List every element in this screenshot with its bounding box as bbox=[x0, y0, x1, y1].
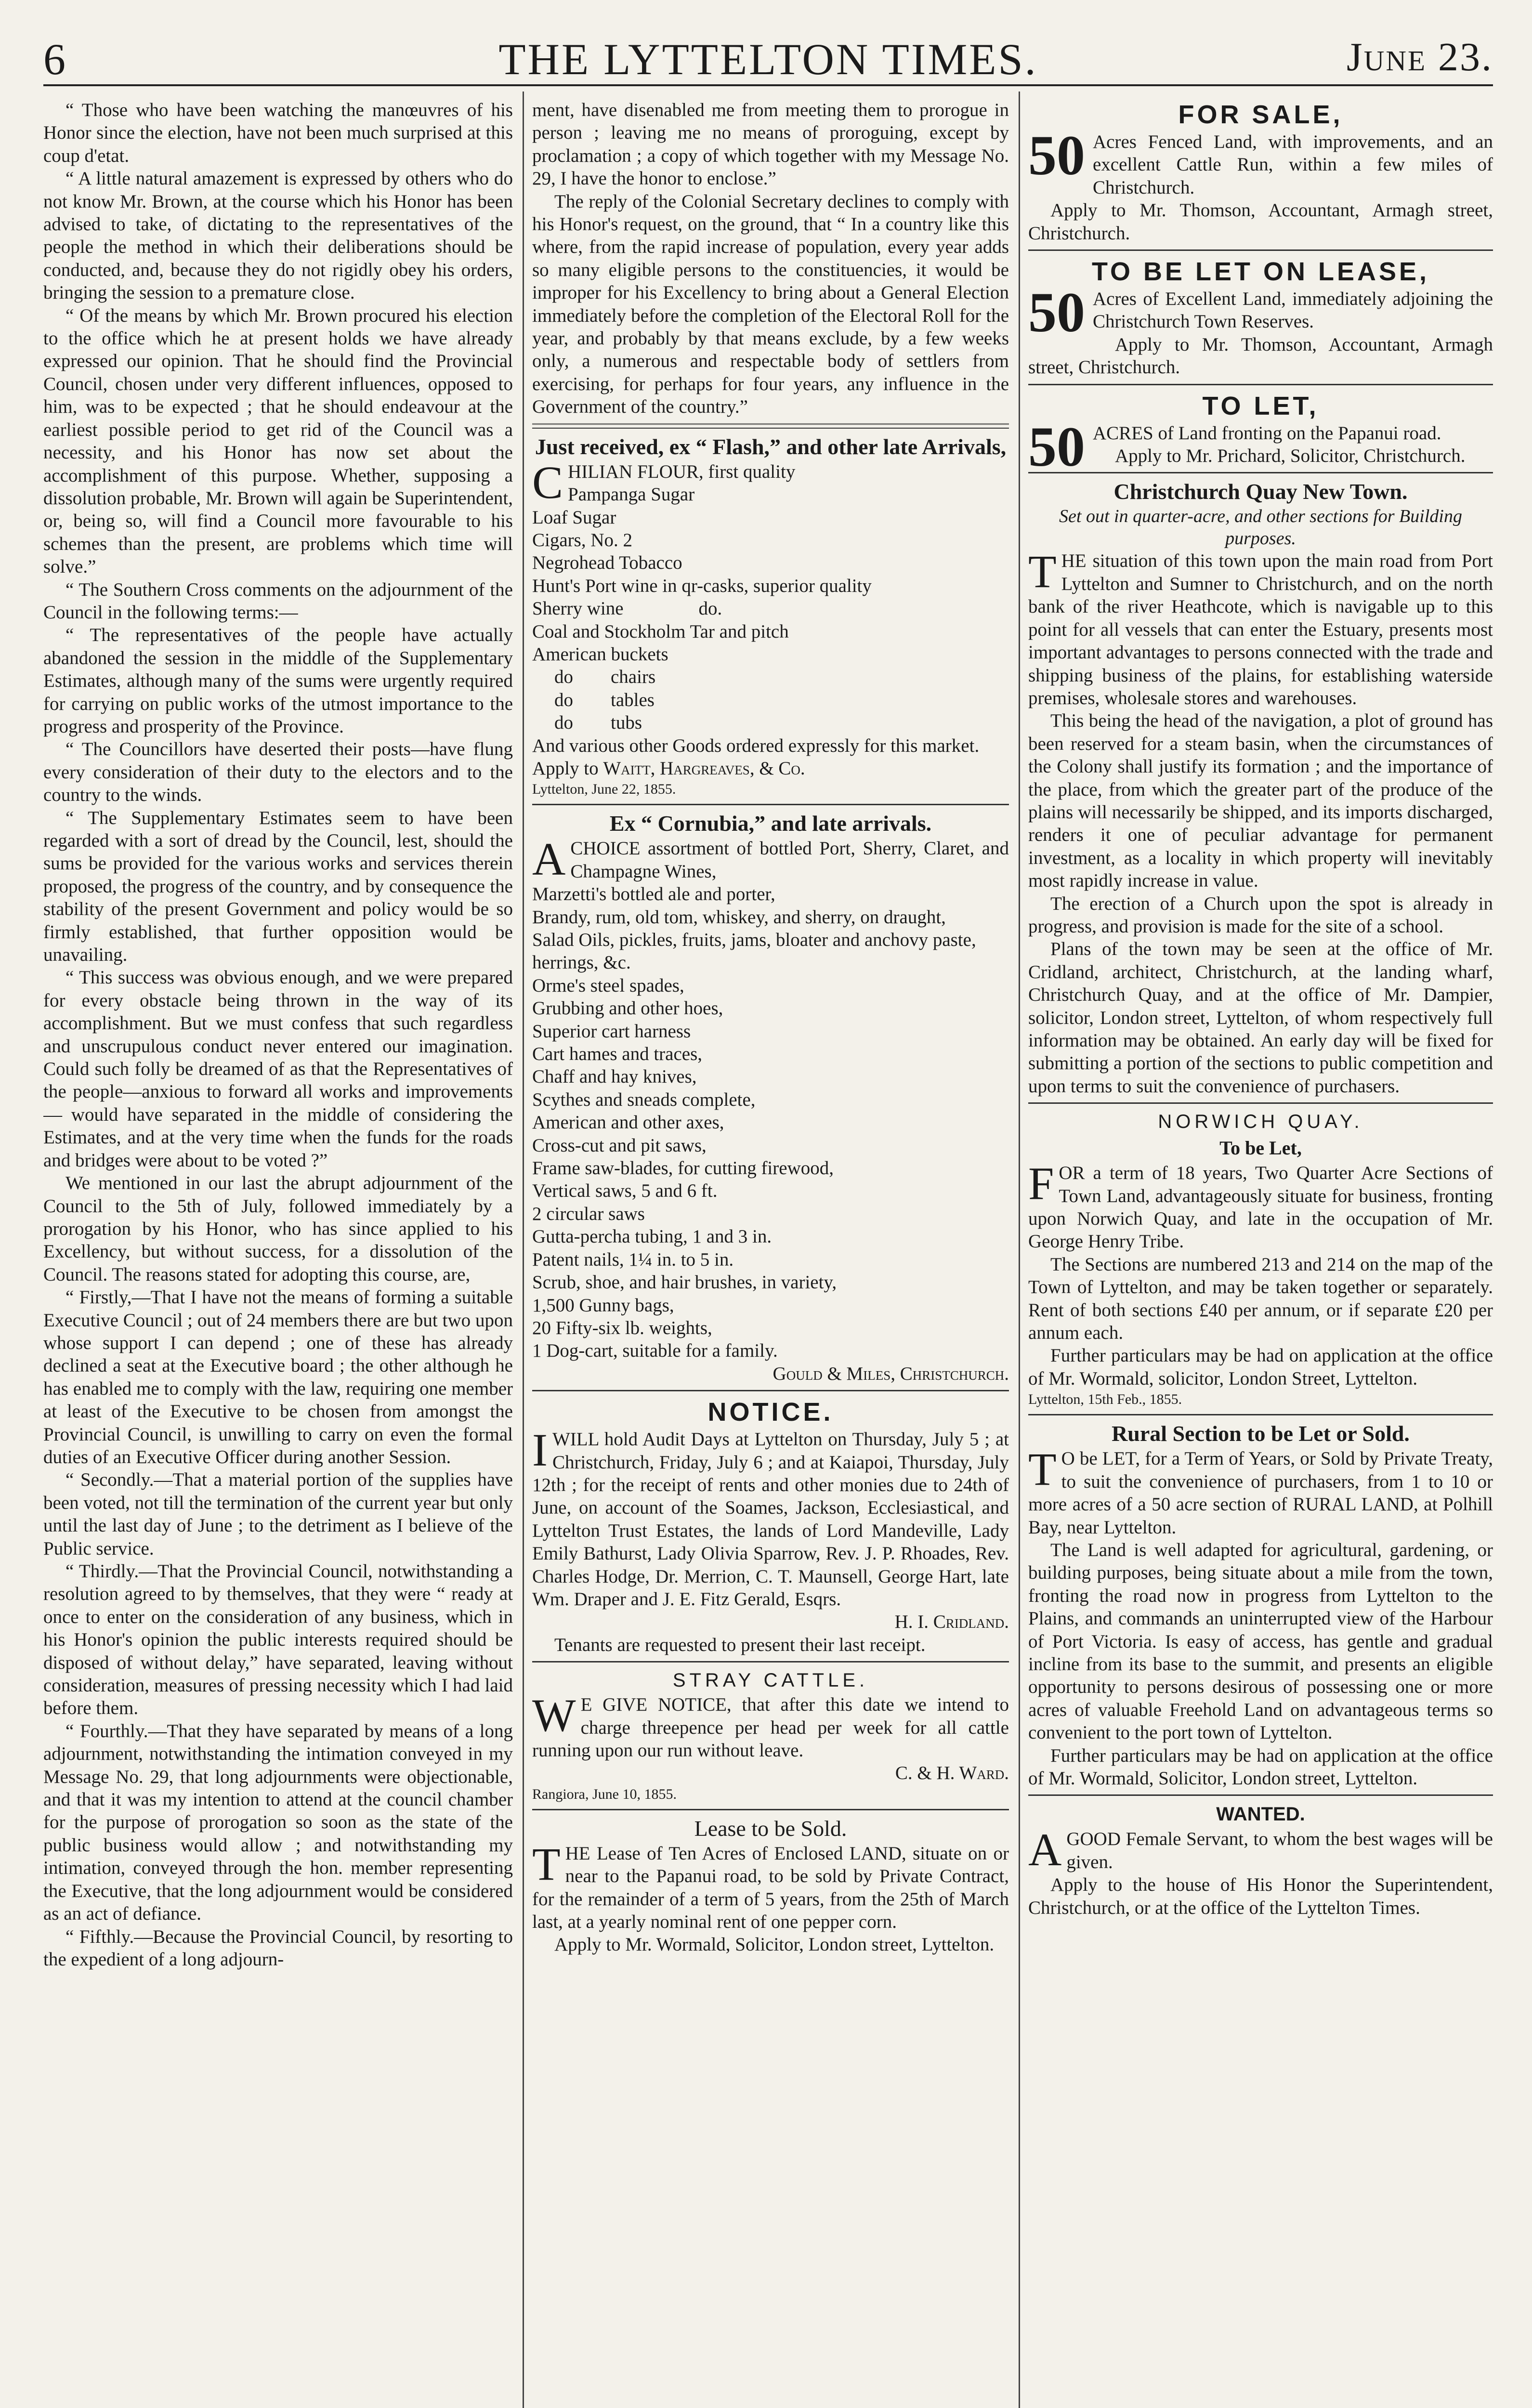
paragraph: “ The Southern Cross comments on the adjournment of the Council in the following terms:— bbox=[43, 579, 513, 623]
ad-norwich-quay bbox=[1028, 1109, 1493, 1409]
list-item: And various other Goods ordered expressly for this market. bbox=[532, 735, 980, 756]
paragraph: ment, have disenabled me from meeting them to prorogue in person ; leaving me no means of proroguing, except by proclamation ; a copy of which together with my Message No. 29, I have the honor to enclose.” bbox=[532, 100, 1009, 189]
masthead-rule bbox=[43, 84, 1493, 86]
ad-divider bbox=[532, 1809, 1009, 1810]
ad-apply: Apply to Mr. Wormald, Solicitor, London street, Lyttelton. bbox=[554, 1934, 995, 1955]
list-item: Orme's steel spades, bbox=[532, 975, 684, 996]
list-item: Chaff and hay knives, bbox=[532, 1066, 697, 1087]
ad-rural-section bbox=[1028, 1420, 1493, 1790]
paragraph: “ Those who have been watching the manœuvres of his Honor since the election, have not been much surprised at this coup d'etat. bbox=[43, 100, 513, 166]
paragraph: HE situation of this town upon the main road from Port Lyttelton and Sumner to Christchurch, and on the north bank of the river Heathcote, which is navigable up to this point for all vessels that can enter the Estuary, presents most important advantages to persons connected with the trade and shipping business of the plains, for establishing waterside premises, wholesale stores and warehouses. bbox=[1028, 550, 1493, 708]
ad-stray-cattle bbox=[532, 1667, 1009, 1804]
ad-flash-arrivals bbox=[532, 433, 1009, 799]
paragraph: “ Fourthly.—That they have separated by means of a long adjournment, notwithstanding the intimation conveyed in my Message No. 29, that long adjournments were objectionable, and that it was my intention to attend at the council chamber for the purpose of prorogation so soon as the state of the public business would allow ; and notwithstanding my intimation, conveyed through the hon. member representing the Executive, that the long adjournment would be considered as an act of defiance. bbox=[43, 1720, 513, 1924]
newspaper-title: THE LYTTELTON TIMES. bbox=[498, 35, 1038, 84]
paragraph: The Sections are numbered 213 and 214 on the map of the Town of Lyttelton, and may be taken together or separately. Rent of both sections £40 per annum, or if separate £20 per annum each. bbox=[1028, 1254, 1493, 1344]
ad-lease bbox=[532, 1815, 1009, 1956]
dateline: Lyttelton, June 22, 1855. bbox=[532, 781, 676, 798]
section-divider bbox=[532, 423, 1009, 429]
list-item: Cigars, No. 2 bbox=[532, 529, 632, 550]
ad-signature: C. & H. Ward. bbox=[895, 1763, 1009, 1784]
ad-apply: Apply to Mr. Prichard, Solicitor, Christchurch. bbox=[1115, 445, 1466, 467]
list-item: 2 circular saws bbox=[532, 1203, 645, 1224]
list-item: Loaf Sugar bbox=[532, 507, 616, 528]
ad-for-sale bbox=[1028, 99, 1493, 245]
ad-to-let-lease bbox=[1028, 256, 1493, 379]
issue-date: June 23. bbox=[1347, 35, 1493, 79]
ad-signature: H. I. Cridland. bbox=[894, 1611, 1009, 1633]
paragraph: Further particulars may be had on application at the office of Mr. Wormald, Solicitor, London street, Lyttelton. bbox=[1028, 1745, 1493, 1789]
ad-to-let bbox=[1028, 390, 1493, 478]
list-item: Cross-cut and pit saws, bbox=[532, 1135, 707, 1156]
ad-heading: FOR SALE, bbox=[1178, 100, 1343, 129]
acreage-number: 50 bbox=[1028, 124, 1085, 187]
drop-cap: A bbox=[532, 833, 566, 885]
column-classifieds bbox=[1028, 99, 1493, 2408]
ad-body: Acres Fenced Land, with improvements, and an excellent Cattle Run, within a few miles of Christchurch. bbox=[1093, 131, 1493, 198]
drop-cap: I bbox=[532, 1424, 548, 1476]
drop-cap: F bbox=[1028, 1158, 1054, 1210]
list-item: Negrohead Tobacco bbox=[532, 552, 682, 574]
ad-heading: STRAY CATTLE. bbox=[672, 1670, 869, 1691]
list-item: American buckets bbox=[532, 643, 668, 665]
ad-subheading: Set out in quarter-acre, and other sections for Building purposes. bbox=[1059, 506, 1462, 549]
paragraph: O be LET, for a Term of Years, or Sold by Private Treaty, to suit the convenience of purchasers, from 1 to 10 or more acres of a 50 acre section of RURAL LAND, at Polhill Bay, near Lyttelton. bbox=[1028, 1448, 1493, 1538]
ad-divider bbox=[1028, 1102, 1493, 1104]
list-item: Coal and Stockholm Tar and pitch bbox=[532, 621, 789, 642]
ad-heading: Ex “ Cornubia,” and late arrivals. bbox=[609, 811, 932, 836]
list-item: Vertical saws, 5 and 6 ft. bbox=[532, 1180, 718, 1202]
list-item: Hunt's Port wine in qr-casks, superior quality bbox=[532, 575, 872, 596]
ad-heading: TO LET, bbox=[1202, 391, 1319, 420]
paragraph: “ The Supplementary Estimates seem to have been regarded with a sort of dread by the Council, lest, should the sums be provided for the various works and services therein proposed, the progress of the country, and by consequence the stability of the present Government and policy would be so firmly established, that further opposition would be unavailing. bbox=[43, 807, 513, 966]
drop-cap: T bbox=[1028, 1443, 1057, 1495]
ad-divider bbox=[1028, 1794, 1493, 1796]
ad-wanted bbox=[1028, 1801, 1493, 1919]
column-middle bbox=[532, 99, 1009, 2408]
ad-apply: Apply to Mr. Thomson, Accountant, Armagh street, Christchurch. bbox=[1028, 334, 1493, 378]
list-item: Frame saw-blades, for cutting firewood, bbox=[532, 1158, 834, 1179]
list-item: Marzetti's bottled ale and porter, bbox=[532, 884, 775, 905]
paragraph: “ This success was obvious enough, and we were prepared for every obstacle being thrown in the way of its accomplishment. But we must confess that such regardless and unscrupulous conduct never entered our imagination. Could such folly be dreamed of as that the Representatives of the people—anxious to forward all works and improvements— would have separated in the middle of considering the Estimates, and at the very time when the funds for the roads and bridges were about to be voted ?” bbox=[43, 967, 513, 1171]
ad-first-line: HILIAN FLOUR, first quality bbox=[568, 461, 796, 482]
ad-divider bbox=[1028, 1414, 1493, 1415]
ad-divider bbox=[532, 1661, 1009, 1662]
paragraph: OR a term of 18 years, Two Quarter Acre Sections of Town Land, advantageously situate for business, fronting upon Norwich Quay, and late in the occupation of Mr. George Henry Tribe. bbox=[1028, 1163, 1493, 1252]
ad-apply: Apply to Waitt, Hargreaves, & Co. bbox=[532, 758, 805, 779]
list-item: Sherry wine do. bbox=[532, 598, 722, 619]
list-item: 1,500 Gunny bags, bbox=[532, 1295, 674, 1316]
paragraph: “ The representatives of the people have actually abandoned the session in the middle of the Supplementary Estimates, although many of the sums were urgently required for carrying on public works of the utmost importance to the progress and prosperity of the Province. bbox=[43, 625, 513, 737]
ad-heading: NORWICH QUAY. bbox=[1158, 1111, 1363, 1133]
page-number: 6 bbox=[43, 35, 65, 84]
ad-divider bbox=[1028, 249, 1493, 251]
paragraph: “ The Councillors have deserted their posts—have flung every consideration of their duty to the electors and to the country to the winds. bbox=[43, 739, 513, 806]
ad-heading: Christchurch Quay New Town. bbox=[1113, 479, 1408, 504]
list-item: do tables bbox=[554, 689, 655, 710]
ad-heading: WANTED. bbox=[1216, 1804, 1305, 1825]
list-item: do chairs bbox=[554, 667, 656, 688]
list-item: Patent nails, 1¼ in. to 5 in. bbox=[532, 1249, 734, 1270]
ad-divider bbox=[532, 1390, 1009, 1391]
list-item: Scrub, shoe, and hair brushes, in variety, bbox=[532, 1272, 837, 1293]
drop-cap: W bbox=[532, 1689, 576, 1741]
ad-heading: TO BE LET ON LEASE, bbox=[1091, 257, 1430, 287]
list-item: Pampanga Sugar bbox=[568, 484, 695, 505]
column-divider bbox=[523, 92, 524, 2408]
list-item: Gutta-percha tubing, 1 and 3 in. bbox=[532, 1226, 772, 1247]
list-item: American and other axes, bbox=[532, 1112, 724, 1133]
ad-signature: Gould & Miles, Christchurch. bbox=[773, 1363, 1009, 1384]
column-editorial bbox=[43, 99, 513, 2408]
ad-quay-new-town bbox=[1028, 478, 1493, 1098]
dateline: Rangiora, June 10, 1855. bbox=[532, 1786, 677, 1802]
paragraph: “ Firstly,—That I have not the means of forming a suitable Executive Council ; out of 24 members there are but two upon whose support I can depend ; one of these has already declined a seat at the Executive board ; the other although he has enabled me to comply with the law, requiring one member at least of the Executive to be chosen from amongst the Provincial Council, is unwilling to carry on even the formal duties of an Executive Officer during another Session. bbox=[43, 1287, 513, 1467]
paragraph: “ Thirdly.—That the Provincial Council, notwithstanding a resolution agreed to by themselves, that they were “ ready at once to enter on the consideration of any business, which in his Honor's opinion the public interests required should be disposed of without delay,” have separated, leaving without consideration, measures of pressing necessity which I had laid before them. bbox=[43, 1561, 513, 1719]
column-divider bbox=[1019, 92, 1020, 2408]
list-item: Superior cart harness bbox=[532, 1021, 691, 1042]
ad-apply: Apply to the house of His Honor the Superintendent, Christchurch, or at the office of the Lyttelton Times. bbox=[1028, 1874, 1493, 1918]
paragraph: We mentioned in our last the abrupt adjournment of the Council to the 5th of July, followed immediately by a prorogation by his Honor, who has since applied to his Excellency, but without success, for a dissolution of the Council. The reasons stated for adopting this course, are, bbox=[43, 1173, 513, 1285]
list-item: Brandy, rum, old tom, whiskey, and sherry, on draught, bbox=[532, 906, 946, 928]
list-item: 1 Dog-cart, suitable for a family. bbox=[532, 1340, 778, 1361]
ad-body: HE Lease of Ten Acres of Enclosed LAND, situate on or near to the Papanui road, to be sold by Private Contract, for the remainder of a term of 5 years, from the 25th of March last, at a yearly nominal rent of one pepper corn. bbox=[532, 1843, 1009, 1933]
ad-body: WILL hold Audit Days at Lyttelton on Thursday, July 5 ; at Christchurch, Friday, July 6 ; and at Kaiapoi, Thursday, July 12th ; for the receipt of rents and other monies due to 24th of June, on account of the Soames, Jackson, Ecclesiastical, and Lyttelton Trust Estates, the lands of Lord Mandeville, Lady Emily Bathurst, Lady Olivia Sparrow, Rev. J. P. Rhoades, Rev. Charles Hodge, Dr. Merrion, C. T. Maunsell, George Hart, late Wm. Draper and J. E. Fitz Gerald, Esqrs. bbox=[532, 1429, 1009, 1610]
ad-heading: Just received, ex “ Flash,” and other late Arrivals, bbox=[535, 434, 1007, 459]
list-item: Salad Oils, pickles, fruits, jams, bloater and anchovy paste, herrings, &c. bbox=[532, 929, 981, 973]
item-list bbox=[532, 883, 1009, 1362]
list-item: Cart hames and traces, bbox=[532, 1044, 703, 1065]
acreage-number: 50 bbox=[1028, 415, 1085, 478]
paragraph: Plans of the town may be seen at the office of Mr. Cridland, architect, Christchurch, at the landing wharf, Christchurch Quay, and at the office of Mr. Dampier, solicitor, London street, Lyttelton, of whom respectively full information may be obtained. An early day will be fixed for submitting a portion of the sections to public competition and upon terms to suit the convenience of purchasers. bbox=[1028, 939, 1493, 1097]
dateline: Lyttelton, 15th Feb., 1855. bbox=[1028, 1391, 1182, 1408]
list-item: do tubs bbox=[554, 712, 642, 733]
ad-heading: Lease to be Sold. bbox=[694, 1816, 847, 1841]
drop-cap: A bbox=[1028, 1824, 1062, 1876]
ad-footer: Tenants are requested to present their last receipt. bbox=[554, 1634, 926, 1655]
ad-divider bbox=[1028, 472, 1493, 473]
drop-cap: T bbox=[532, 1838, 561, 1890]
list-item: Grubbing and other hoes, bbox=[532, 998, 723, 1019]
ad-subheading: To be Let, bbox=[1219, 1137, 1302, 1159]
ad-heading: Rural Section to be Let or Sold. bbox=[1112, 1421, 1410, 1446]
paragraph: Further particulars may be had on application at the office of Mr. Wormald, solicitor, London Street, Lyttelton. bbox=[1028, 1345, 1493, 1389]
drop-cap: T bbox=[1028, 546, 1057, 598]
ad-body: GOOD Female Servant, to whom the best wages will be given. bbox=[1066, 1829, 1493, 1872]
ad-apply: Apply to Mr. Thomson, Accountant, Armagh street, Christchurch. bbox=[1028, 200, 1493, 244]
paragraph: “ A little natural amazement is expressed by others who do not know Mr. Brown, at the course which his Honor has been advised to take, of dictating to the representatives of the people the method in which their deliberations should be conducted, and, because they do not rigidly obey his orders, bringing the session to a premature close. bbox=[43, 168, 513, 303]
ad-heading: NOTICE. bbox=[707, 1398, 834, 1427]
paragraph: This being the head of the navigation, a plot of ground has been reserved for a steam basin, when the circumstances of the Colony shall justify its formation ; and the importance of the place, from which the greater part of the produce of the plains will necessarily be shipped, and its imports discharged, renders it one of peculiar advantage for permanent investment, as a locality in which property will inevitably most rapidly increase in value. bbox=[1028, 710, 1493, 891]
drop-cap: C bbox=[532, 456, 563, 508]
paragraph: The erection of a Church upon the spot is already in progress, and provision is made for the site of a school. bbox=[1028, 893, 1493, 937]
ad-first-line: CHOICE assortment of bottled Port, Sherry, Claret, and Champagne Wines, bbox=[570, 838, 1009, 882]
masthead bbox=[43, 29, 1493, 82]
acreage-number: 50 bbox=[1028, 281, 1085, 344]
ad-body: ACRES of Land fronting on the Papanui road. bbox=[1093, 422, 1441, 444]
ad-body: E GIVE NOTICE, that after this date we intend to charge threepence per head per week for all cattle running upon our run without leave. bbox=[532, 1694, 1009, 1761]
ad-cornubia bbox=[532, 810, 1009, 1385]
paragraph: The Land is well adapted for agricultural, gardening, or building purposes, being situate about a mile from the town, fronting the road now in progress from Lyttelton to the Plains, and commands an uninterrupted view of the Harbour of Port Victoria. Is easy of access, has gentle and gradual incline from its base to the summit, and presents an eligible opportunity to persons desirous of possessing one or more acres of valuable Freehold Land on advantageous terms so convenient to the port town of Lyttelton. bbox=[1028, 1539, 1493, 1743]
paragraph: “ Secondly.—That a material portion of the supplies have been voted, not till the termination of the current year but only until the last day of June ; to the detriment as I believe of the Public service. bbox=[43, 1469, 513, 1559]
list-item: 20 Fifty-six lb. weights, bbox=[532, 1317, 712, 1338]
item-list bbox=[532, 483, 1009, 757]
ad-divider bbox=[1028, 384, 1493, 385]
paragraph: “ Of the means by which Mr. Brown procured his election to the office which he at present holds we have already expressed our opinion. That he should find the Provincial Council, chosen under very different influences, opposed to him, was to be expected ; that he should endeavour at the earliest possible period to get rid of the Council was a necessity, and his Honor has now set about the accomplishment of this purpose. Whether, supposing a dissolution probable, Mr. Brown will again be Superintendent, or, being so, will find a Council more favourable to his schemes than the present, are problems which time will solve.” bbox=[43, 305, 513, 577]
ad-divider bbox=[532, 804, 1009, 805]
paragraph: “ Fifthly.—Because the Provincial Council, by resorting to the expedient of a long adjourn- bbox=[43, 1926, 513, 1970]
list-item: Scythes and sneads complete, bbox=[532, 1089, 756, 1110]
ad-body: Acres of Excellent Land, immediately adjoining the Christchurch Town Reserves. bbox=[1093, 288, 1493, 332]
ad-notice bbox=[532, 1396, 1009, 1656]
paragraph: The reply of the Colonial Secretary declines to comply with his Honor's request, on the ground, that “ In a country like this where, from the rapid increase of population, every year adds so many eligible persons to the constituencies, it would be improper for his Excellency to bring about a General Election immediately before the completion of the Electoral Roll for the year, and probably by that means exclude, by a few weeks only, a numerous and respectable body of settlers from exercising, for perhaps for four years, any influence in the Government of the country.” bbox=[532, 191, 1009, 418]
